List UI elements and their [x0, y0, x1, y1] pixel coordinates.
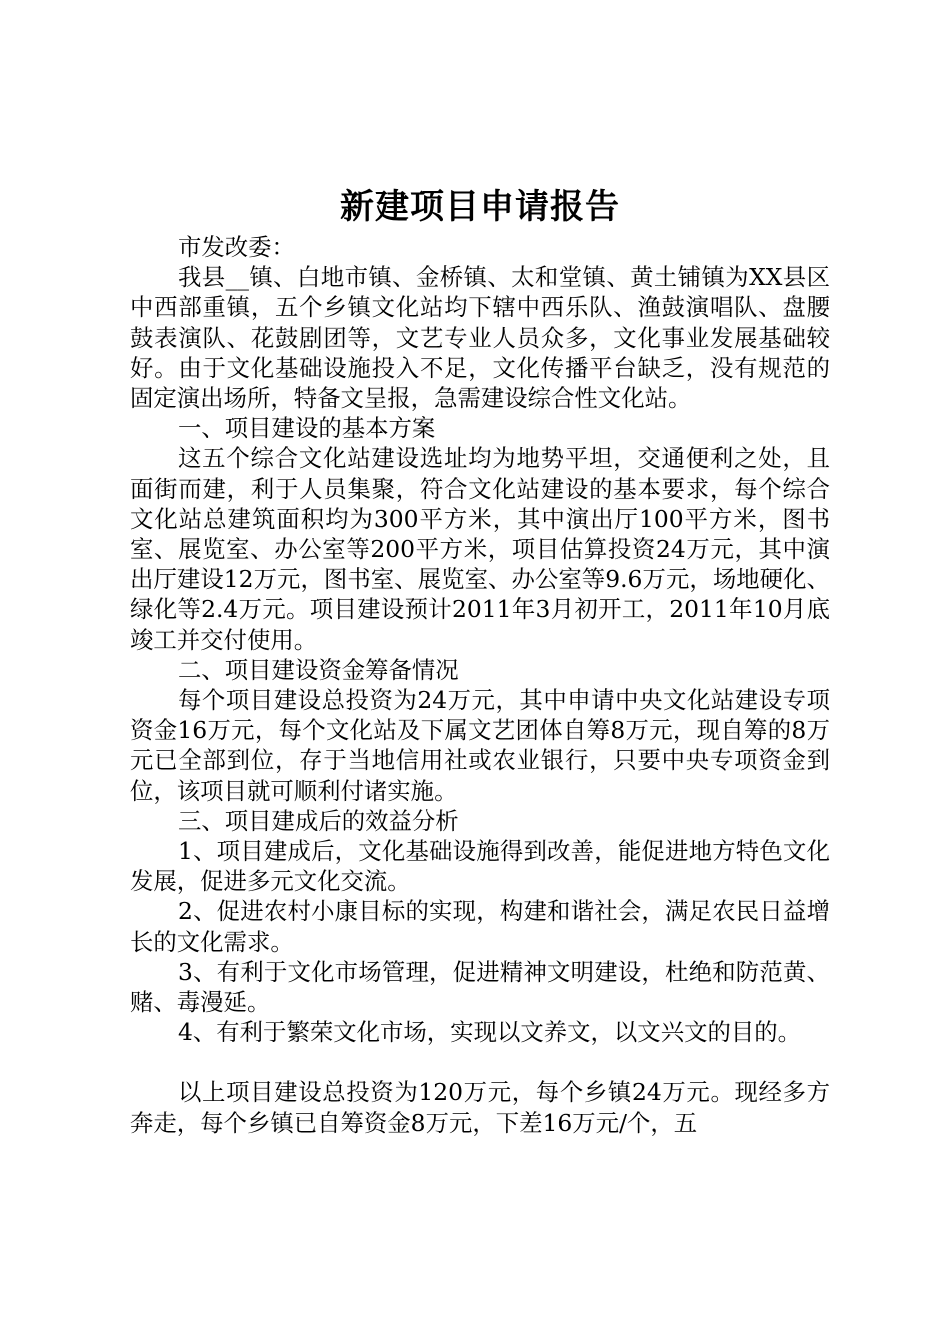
- section-1-body: 这五个综合文化站建设选址均为地势平坦，交通便利之处，且面街而建，利于人员集聚，符合文化站建设的基本要求，每个综合文化站总建筑面积均为300平方米，其中演出厅100平方米，图书室、展览室、办公室等200平方米，项目估算投资24万元，其中演出厅建设12万元，图书室、展览室、办公室等9.6万元，场地硬化、绿化等2.4万元。项目建设预计2011年3月初开工，2011年10月底竣工并交付使用。: [130, 444, 830, 654]
- section-2-body: 每个项目建设总投资为24万元，其中申请中央文化站建设专项资金16万元，每个文化站及下属文艺团体自筹8万元，现自筹的8万元已全部到位，存于当地信用社或农业银行，只要中央专项资金到位，该项目就可顺利付诸实施。: [130, 686, 830, 805]
- section-3-heading: 三、项目建成后的效益分析: [178, 806, 459, 835]
- document-title: 新建项目申请报告: [340, 187, 620, 227]
- blank-line: [130, 1047, 830, 1077]
- section-2-heading: 二、项目建设资金筹备情况: [178, 655, 459, 684]
- closing-paragraph: 以上项目建设总投资为120万元，每个乡镇24万元。现经多方奔走，每个乡镇已自筹资金8万元，下差16万元/个，五: [130, 1078, 830, 1137]
- benefit-item-1: 1、项目建成后，文化基础设施得到改善，能促进地方特色文化发展，促进多元文化交流。: [130, 837, 830, 896]
- intro-paragraph: 我县__镇、白地市镇、金桥镇、太和堂镇、黄土铺镇为XX县区中西部重镇，五个乡镇文化站均下辖中西乐队、渔鼓演唱队、盘腰鼓表演队、花鼓剧团等，文艺专业人员众多，文化事业发展基础较好。由于文化基础设施投入不足，文化传播平台缺乏，没有规范的固定演出场所，特备文呈报，急需建设综合性文化站。: [130, 263, 830, 413]
- benefit-item-2: 2、促进农村小康目标的实现，构建和谐社会，满足农民日益增长的文化需求。: [130, 897, 830, 956]
- benefit-item-3: 3、有利于文化市场管理，促进精神文明建设，杜绝和防范黄、赌、毒漫延。: [130, 957, 830, 1017]
- salutation: 市发改委：: [178, 233, 295, 261]
- section-1-heading: 一、项目建设的基本方案: [178, 414, 436, 443]
- benefit-item-4: 4、有利于繁荣文化市场，实现以文养文，以文兴文的目的。: [178, 1018, 802, 1047]
- document-page: [130, 183, 830, 1138]
